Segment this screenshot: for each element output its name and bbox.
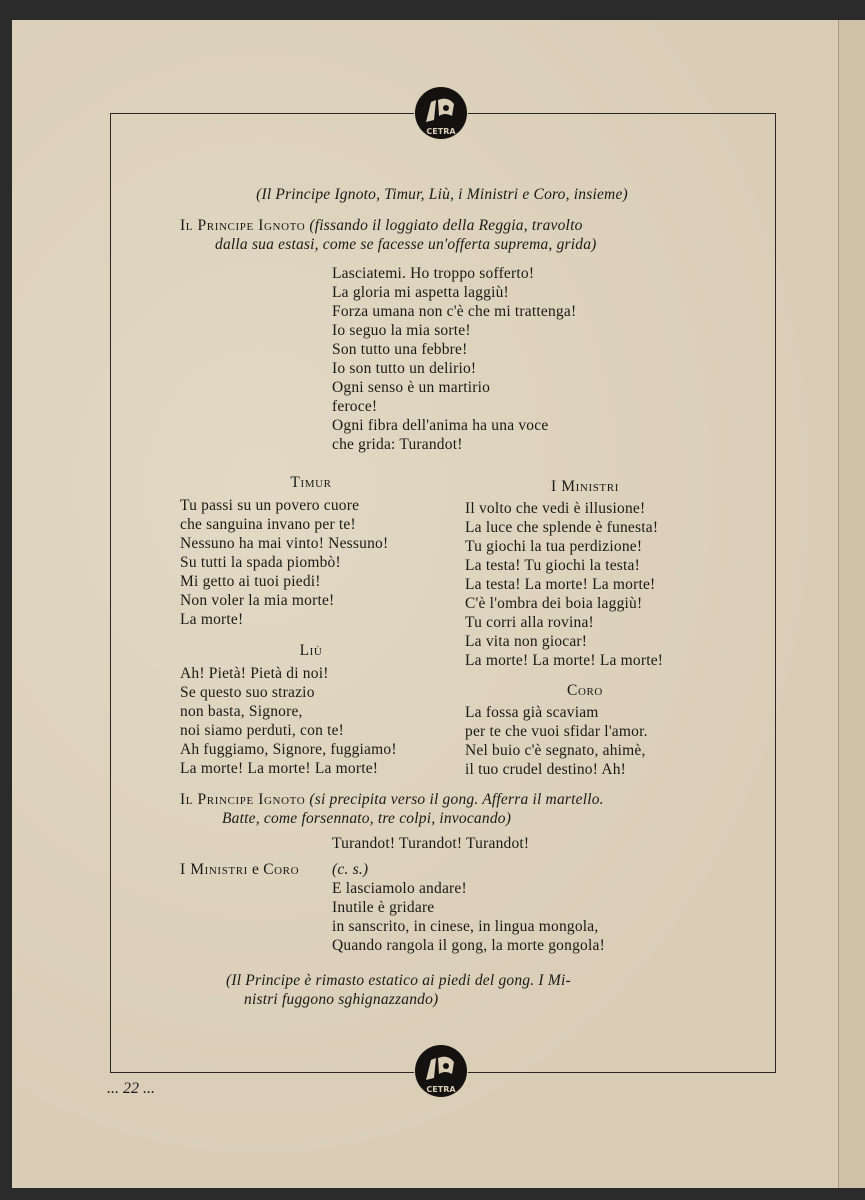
speaker-timur: Timur xyxy=(290,474,332,491)
svg-text:CETRA: CETRA xyxy=(426,127,456,136)
verse-line: il tuo crudel destino! Ah! xyxy=(465,761,627,778)
verse-line: La morte! xyxy=(180,611,244,628)
principe2-direction-1: (si precipita verso il gong. Afferra il martello. xyxy=(309,791,604,808)
verse-line: E lasciamolo andare! xyxy=(332,880,467,897)
verse-line: La testa! La morte! La morte! xyxy=(465,576,656,593)
final-direction-1: (Il Principe è rimasto estatico ai piedi del gong. I Mi- xyxy=(226,972,571,989)
page-number: ... 22 ... xyxy=(107,1080,155,1097)
verse-line: Nessuno ha mai vinto! Nessuno! xyxy=(180,535,389,552)
cetra-logo-bottom xyxy=(414,1044,468,1098)
speaker-ministri-2: I Ministri xyxy=(180,861,248,878)
verse-line: La morte! La morte! La morte! xyxy=(180,760,379,777)
verse-line: Se questo suo strazio xyxy=(180,684,315,701)
verse-line: feroce! xyxy=(332,398,378,415)
verse-line: La morte! La morte! La morte! xyxy=(465,652,664,669)
verse-line: Ah! Pietà! Pietà di noi! xyxy=(180,665,329,682)
verse-line: Ogni senso è un martirio xyxy=(332,379,491,396)
verse-line: Tu giochi la tua perdizione! xyxy=(465,538,643,555)
verse-line: Non voler la mia morte! xyxy=(180,592,335,609)
verse-line: Mi getto ai tuoi piedi! xyxy=(180,573,321,590)
verse-line: Lasciatemi. Ho troppo sofferto! xyxy=(332,265,535,282)
principe-cue-line1 xyxy=(180,216,583,235)
verse-line: Io son tutto un delirio! xyxy=(332,360,477,377)
verse-line: Il volto che vedi è illusione! xyxy=(465,500,646,517)
next-page-edge xyxy=(838,20,865,1188)
verse-line: Ah fuggiamo, Signore, fuggiamo! xyxy=(180,741,397,758)
verse-line: Inutile è gridare xyxy=(332,899,435,916)
verse-line: La vita non giocar! xyxy=(465,633,588,650)
speaker-coro: Coro xyxy=(567,682,603,699)
ministri-verse xyxy=(465,499,663,670)
verse-line: Tu passi su un povero cuore xyxy=(180,497,360,514)
verse-line: per te che vuoi sfidar l'amor. xyxy=(465,723,648,740)
verse-line: La fossa già scaviam xyxy=(465,704,599,721)
verse-line: Su tutti la spada piombò! xyxy=(180,554,341,571)
ministri-coro-direction: (c. s.) xyxy=(332,861,369,878)
verse-line: che grida: Turandot! xyxy=(332,436,463,453)
intro-stage-direction: (Il Principe Ignoto, Timur, Liù, i Ministri e Coro, insieme) xyxy=(256,186,628,203)
verse-line: Ogni fibra dell'anima ha una voce xyxy=(332,417,549,434)
principe-direction-2: dalla sua estasi, come se facesse un'offerta suprema, grida) xyxy=(215,236,597,253)
speaker-principe-2: Il Principe Ignoto xyxy=(180,791,306,808)
principe2-direction-2: Batte, come forsennato, tre colpi, invocando) xyxy=(222,810,512,827)
speaker-ministri: I Ministri xyxy=(551,478,619,495)
timur-verse xyxy=(180,496,388,629)
liu-verse xyxy=(180,664,397,778)
verse-line: non basta, Signore, xyxy=(180,703,303,720)
coro-verse xyxy=(465,703,648,779)
verse-line: che sanguina invano per te! xyxy=(180,516,356,533)
verse-line: Nel buio c'è segnato, ahimè, xyxy=(465,742,646,759)
principe-verse xyxy=(332,264,576,454)
principe2-cue-line1 xyxy=(180,790,604,809)
svg-text:CETRA: CETRA xyxy=(426,1085,456,1094)
verse-line: C'è l'ombra dei boia laggiù! xyxy=(465,595,643,612)
verse-line: Forza umana non c'è che mi trattenga! xyxy=(332,303,577,320)
verse-line: Quando rangola il gong, la morte gongola! xyxy=(332,937,605,954)
final-direction-2: nistri fuggono sghignazzando) xyxy=(244,991,439,1008)
ministri-coro-verse xyxy=(332,860,605,955)
conjunction: e xyxy=(252,861,260,878)
speaker-liu: Liù xyxy=(299,642,323,659)
speaker-coro-2: Coro xyxy=(263,861,300,878)
cetra-logo-top xyxy=(414,86,468,140)
principe2-line: Turandot! Turandot! Turandot! xyxy=(332,835,530,852)
verse-line: Io seguo la mia sorte! xyxy=(332,322,471,339)
verse-line: La luce che splende è funesta! xyxy=(465,519,659,536)
verse-line: La testa! Tu giochi la testa! xyxy=(465,557,640,574)
verse-line: La gloria mi aspetta laggiù! xyxy=(332,284,509,301)
ministri-coro-cue xyxy=(180,860,299,879)
verse-line: Son tutto una febbre! xyxy=(332,341,468,358)
speaker-principe: Il Principe Ignoto xyxy=(180,217,306,234)
verse-line: noi siamo perduti, con te! xyxy=(180,722,345,739)
verse-line: in sanscrito, in cinese, in lingua mongola, xyxy=(332,918,599,935)
verse-line: Tu corri alla rovina! xyxy=(465,614,594,631)
principe-direction-1: (fissando il loggiato della Reggia, travolto xyxy=(309,217,583,234)
